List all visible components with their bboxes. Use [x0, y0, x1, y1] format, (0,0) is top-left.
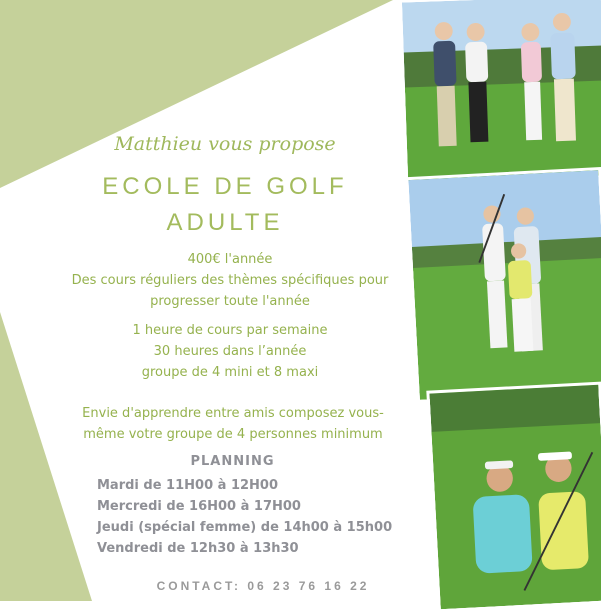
invite-block	[36, 403, 430, 445]
offer-block	[40, 249, 420, 312]
golf-lesson-photo	[405, 167, 601, 403]
planning-item: Jeudi (spécial femme) de 14h00 à 15h00	[97, 520, 393, 535]
invite-line-1: Envie d'apprendre entre amis composez vous-	[82, 406, 384, 421]
title-line-2: ADULTE	[166, 209, 284, 236]
planning-item: Mardi de 11H00 à 12H00	[97, 478, 279, 493]
offer-line-2: Des cours réguliers des thèmes spécifiques pour	[71, 273, 389, 288]
detail-item: 1 heure de cours par semaine	[132, 323, 328, 338]
detail-item: 30 heures dans l’année	[153, 344, 307, 359]
offer-line-3: progresser toute l'année	[150, 294, 310, 309]
tagline: Matthieu vous propose	[114, 133, 336, 155]
price-text: 400€ l'année	[187, 252, 273, 267]
planning-list	[97, 475, 392, 559]
planning-title: PLANNING	[190, 454, 275, 469]
planning-item: Vendredi de 12h30 à 13h30	[97, 541, 299, 556]
detail-item: groupe de 4 mini et 8 maxi	[141, 365, 319, 380]
title-line-1: ECOLE DE GOLF	[102, 173, 348, 200]
golf-highfive-photo	[426, 382, 601, 612]
planning-item: Mercredi de 16H00 à 17H00	[97, 499, 301, 514]
top-left-green-triangle	[0, 0, 393, 188]
details-block	[40, 320, 420, 383]
invite-line-2: même votre groupe de 4 personnes minimum	[83, 427, 383, 442]
golf-group-photo	[399, 0, 601, 186]
contact-phone: CONTACT: 06 23 76 16 22	[156, 579, 370, 593]
